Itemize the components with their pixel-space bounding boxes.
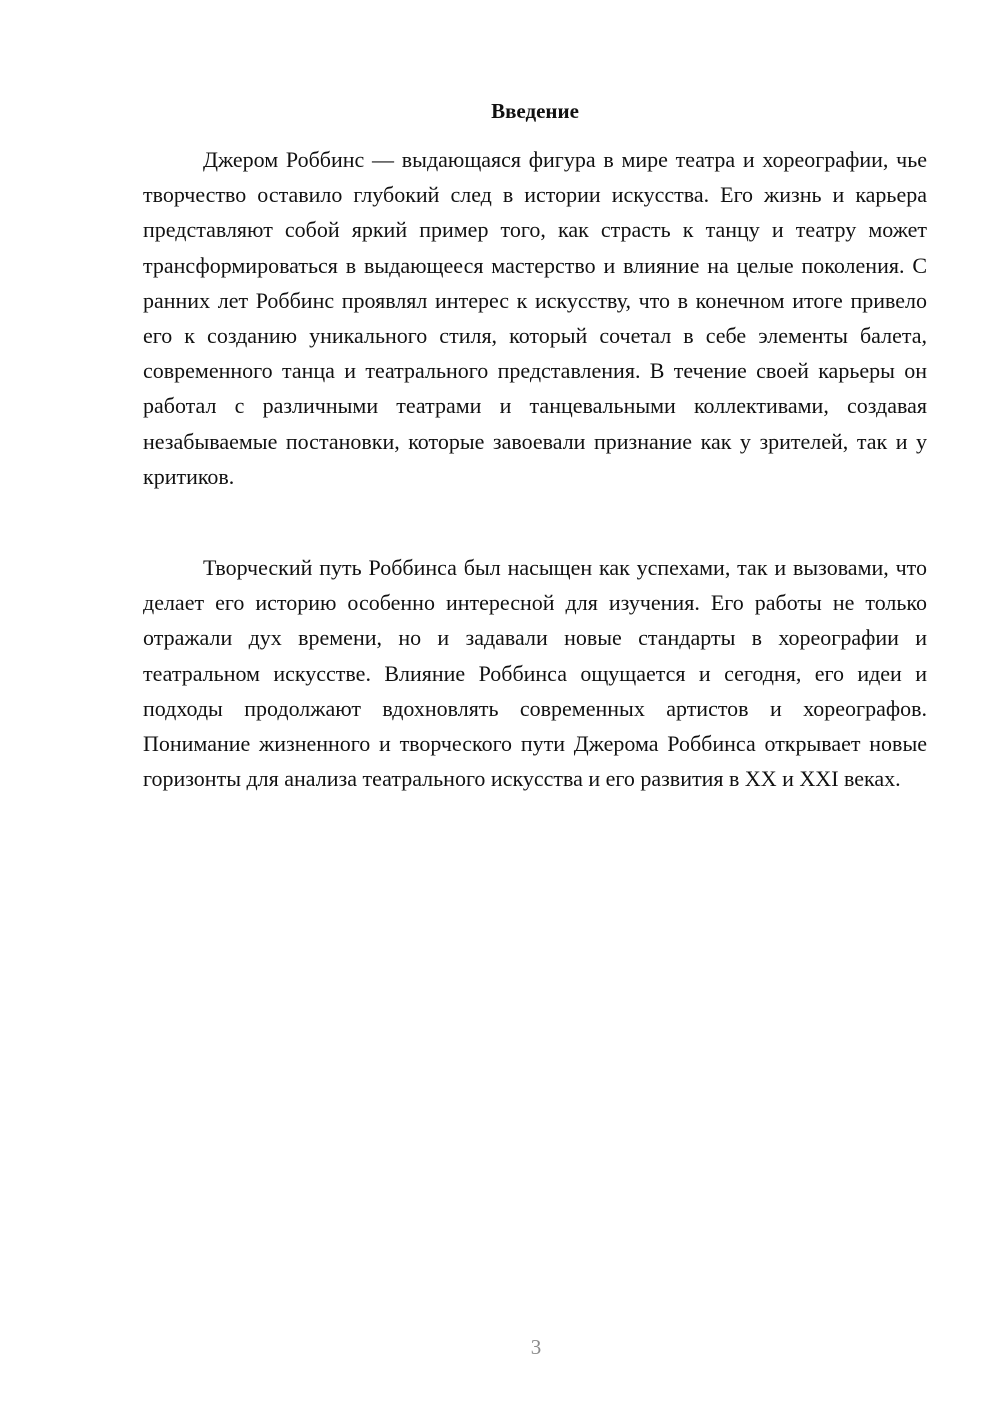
paragraph-1: Джером Роббинс — выдающаяся фигура в мире театра и хореографии, чье творчество оставило глубокий след в истории искусства. Его жизнь и карьера представляют собой яркий пример того, как страсть к танцу и театру может трансформироваться в выдающееся мастерство и влияние на целые поколения. С ранних лет Роббинс проявлял интерес к искусству, что в конечном итоге привело его к созданию уникального стиля, который сочетал в себе элементы балета, современного танца и театрального представления. В течение своей карьеры он работал с различными театрами и танцевальными коллективами, создавая незабываемые постановки, которые завоевали признание как у зрителей, так и у критиков. <box>143 147 927 489</box>
page-number: 3 <box>530 1335 542 1359</box>
paragraph-2: Творческий путь Роббинса был насыщен как успехами, так и вызовами, что делает его историю особенно интересной для изучения. Его работы не только отражали дух времени, но и задавали новые стандарты в хореографии и театральном искусстве. Влияние Роббинса ощущается и сегодня, его идеи и подходы продолжают вдохновлять современных артистов и хореографов. Понимание жизненного и творческого пути Джерома Роббинса открывает новые горизонты для анализа театрального искусства и его развития в XX и XXI веках. <box>143 555 927 792</box>
section-heading: Введение <box>491 99 579 123</box>
